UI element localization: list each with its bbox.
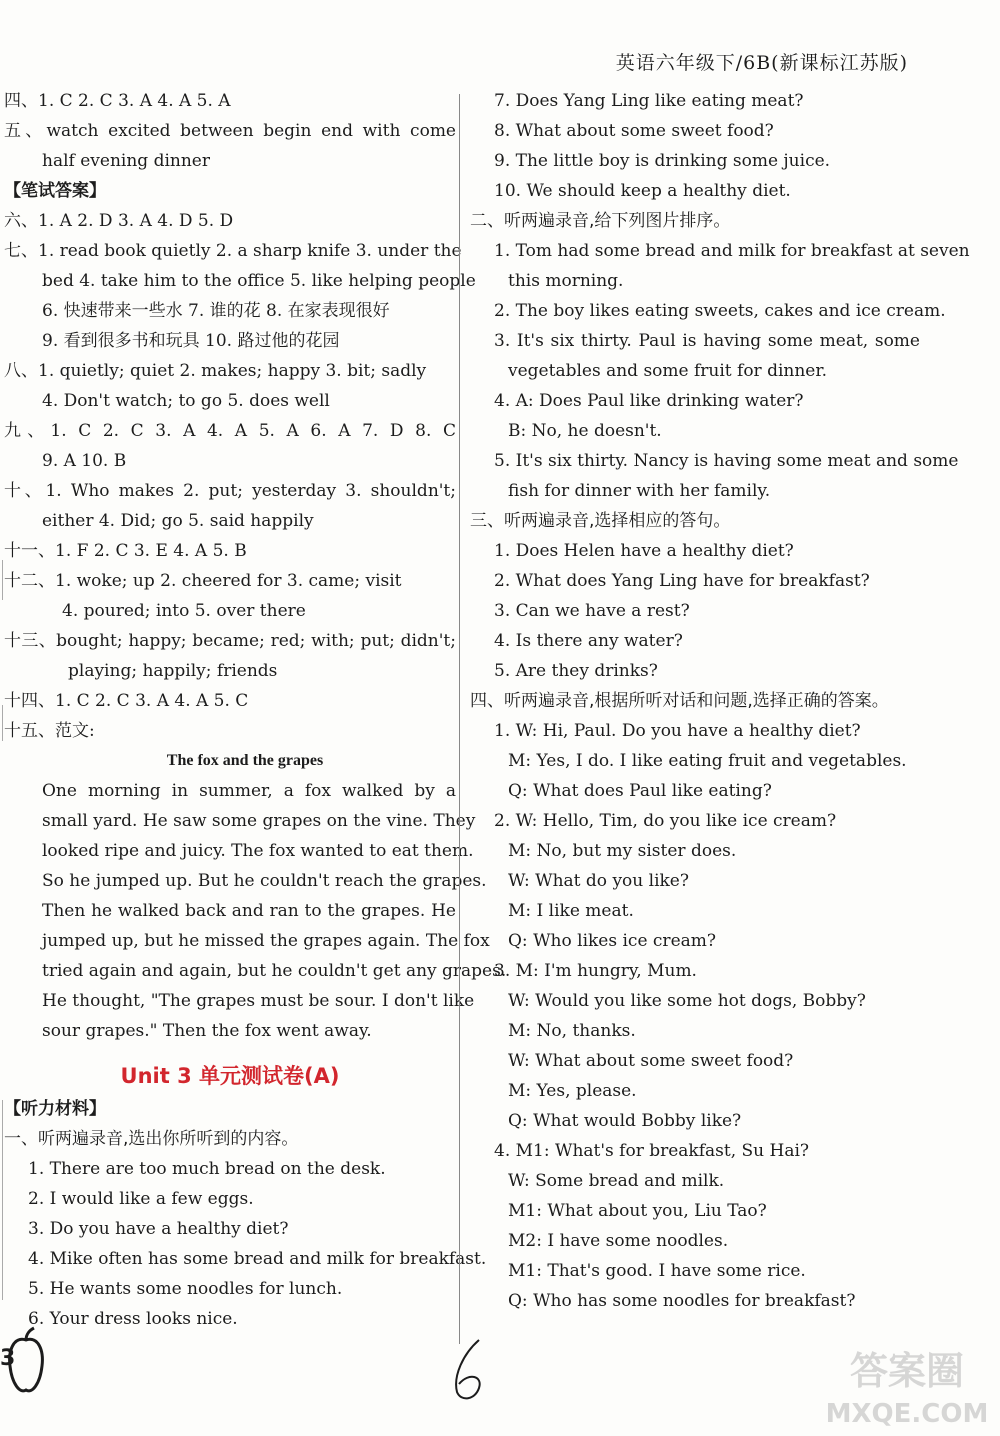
continued-line: 9. 看到很多书和玩具 10. 路过他的花园 (42, 331, 340, 351)
numbered-line: 5. Are they drinks? (494, 661, 658, 681)
left-column (4, 86, 507, 1334)
continued-line: So he jumped up. But he couldn't reach the grapes. (42, 871, 487, 891)
continued-line: small yard. He saw some grapes on the vine. They (42, 811, 476, 831)
continued-line: tried again and again, but he couldn't get any grapes. (42, 961, 507, 981)
continued-line: M1: What about you, Liu Tao? (508, 1201, 767, 1221)
continued-line: W: Would you like some hot dogs, Bobby? (508, 991, 866, 1011)
numbered-line: 3. Do you have a healthy diet? (28, 1219, 289, 1239)
continued-line: W: What do you like? (508, 871, 689, 891)
section-heading: 【笔试答案】 (4, 181, 106, 201)
numbered-line: 4. Is there any water? (494, 631, 683, 651)
numbered-line: 3. M: I'm hungry, Mum. (494, 961, 697, 981)
numbered-line: 8. What about some sweet food? (494, 121, 774, 141)
answer-line: 十四、1. C 2. C 3. A 4. A 5. C (4, 691, 249, 711)
continued-line: W: What about some sweet food? (508, 1051, 794, 1071)
answer-line: 四、1. C 2. C 3. A 4. A 5. A (4, 91, 231, 111)
question-instruction: 四、听两遍录音,根据所听对话和问题,选择正确的答案。 (470, 691, 889, 711)
numbered-line: 6. Your dress looks nice. (28, 1309, 238, 1329)
numbered-line: 2. What does Yang Ling have for breakfast? (494, 571, 870, 591)
numbered-line: 1. Does Helen have a healthy diet? (494, 541, 794, 561)
continued-line: Q: What does Paul like eating? (508, 781, 772, 801)
continued-line: sour grapes." Then the fox went away. (42, 1021, 372, 1041)
margin-rule (2, 560, 3, 600)
answer-line: 十五、范文: (4, 721, 95, 741)
continued-line: Then he walked back and ran to the grapes. He (42, 901, 456, 921)
continued-line: M: Yes, please. (508, 1081, 637, 1101)
margin-rule (2, 1100, 3, 1300)
continued-line: half evening dinner (42, 151, 210, 171)
section-heading: 【听力材料】 (4, 1099, 106, 1119)
numbered-line: 4. M1: What's for breakfast, Su Hai? (494, 1141, 810, 1161)
numbered-line: 2. W: Hello, Tim, do you like ice cream? (494, 811, 837, 831)
answer-line: 十、1. Who makes 2. put; yesterday 3. shouldn't; (4, 481, 456, 501)
answer-line: 七、1. read book quietly 2. a sharp knife 3. under the (4, 241, 462, 261)
numbered-line: 3. It's six thirty. Paul is having some meat, some (494, 331, 920, 351)
continued-line: M2: I have some noodles. (508, 1231, 729, 1251)
numbered-line: 5. He wants some noodles for lunch. (28, 1279, 343, 1299)
question-instruction: 三、听两遍录音,选择相应的答句。 (470, 511, 731, 531)
continued-line: vegetables and some fruit for dinner. (508, 361, 828, 381)
right-column (470, 86, 970, 1316)
continued-line: looked ripe and juicy. The fox wanted to eat them. (42, 841, 474, 861)
continued-line: fish for dinner with her family. (508, 481, 771, 501)
answer-line: 十二、1. woke; up 2. cheered for 3. came; visit (4, 571, 402, 591)
answer-line: 十三、bought; happy; became; red; with; put; didn't; (4, 631, 456, 651)
numbered-line: 1. There are too much bread on the desk. (28, 1159, 386, 1179)
continued-line: M: No, thanks. (508, 1021, 636, 1041)
column-divider (459, 94, 460, 1344)
continued-line: 4. poured; into 5. over there (62, 601, 306, 621)
numbered-line: 1. Tom had some bread and milk for breakfast at seven (494, 241, 970, 261)
numbered-line: 7. Does Yang Ling like eating meat? (494, 91, 804, 111)
answer-line: 九、1. C 2. C 3. A 4. A 5. A 6. A 7. D 8. C (4, 421, 456, 441)
continued-line: either 4. Did; go 5. said happily (42, 511, 314, 531)
continued-line: He thought, "The grapes must be sour. I don't like (42, 991, 475, 1011)
continued-line: this morning. (508, 271, 624, 291)
numbered-line: 3. Can we have a rest? (494, 601, 690, 621)
watermark-line1: 答案圈 (849, 1349, 965, 1393)
watermark-logo (822, 1340, 992, 1432)
numbered-line: 9. The little boy is drinking some juice. (494, 151, 831, 171)
continued-line: B: No, he doesn't. (508, 421, 662, 441)
watermark-line2: MXQE.COM (825, 1399, 989, 1429)
answer-line: 六、1. A 2. D 3. A 4. D 5. D (4, 211, 234, 231)
continued-line: M: No, but my sister does. (508, 841, 737, 861)
essay-title: The fox and the grapes (166, 752, 324, 769)
numbered-line: 1. W: Hi, Paul. Do you have a healthy diet? (494, 721, 861, 741)
continued-line: Q: Who likes ice cream? (508, 931, 716, 951)
question-instruction: 一、听两遍录音,选出你所听到的内容。 (4, 1129, 299, 1149)
continued-line: jumped up, but he missed the grapes again. The fox (42, 931, 490, 951)
continued-line: Q: What would Bobby like? (508, 1111, 742, 1131)
continued-line: M1: That's good. I have some rice. (508, 1261, 806, 1281)
continued-line: bed 4. take him to the office 5. like helping people (42, 271, 476, 291)
continued-line: One morning in summer, a fox walked by a (42, 781, 456, 801)
page-number: 3 (0, 1346, 16, 1371)
continued-line: 4. Don't watch; to go 5. does well (42, 391, 330, 411)
numbered-line: 4. Mike often has some bread and milk for breakfast. (28, 1249, 487, 1269)
numbered-line: 10. We should keep a healthy diet. (494, 181, 791, 201)
continued-line: W: Some bread and milk. (508, 1171, 725, 1191)
answer-line: 八、1. quietly; quiet 2. makes; happy 3. bit; sadly (4, 361, 427, 381)
margin-rule (2, 705, 3, 741)
continued-line: M: Yes, I do. I like eating fruit and vegetables. (508, 751, 907, 771)
continued-line: 6. 快速带来一些水 7. 谁的花 8. 在家表现很好 (42, 301, 390, 321)
answer-line: 十一、1. F 2. C 3. E 4. A 5. B (4, 541, 247, 561)
numbered-line: 5. It's six thirty. Nancy is having some meat and some (494, 451, 959, 471)
question-instruction: 二、听两遍录音,给下列图片排序。 (470, 211, 731, 231)
continued-line: 9. A 10. B (42, 451, 127, 471)
page-header: 英语六年级下/6B(新课标江苏版) (615, 52, 908, 74)
handwritten-mark (445, 1336, 495, 1406)
continued-line: playing; happily; friends (68, 661, 278, 681)
unit-title: Unit 3 单元测试卷(A) (120, 1064, 340, 1088)
numbered-line: 2. The boy likes eating sweets, cakes and ice cream. (494, 301, 946, 321)
continued-line: Q: Who has some noodles for breakfast? (508, 1291, 856, 1311)
numbered-line: 2. I would like a few eggs. (28, 1189, 254, 1209)
numbered-line: 4. A: Does Paul like drinking water? (494, 391, 804, 411)
answer-line: 五、watch excited between begin end with come (4, 121, 456, 141)
continued-line: M: I like meat. (508, 901, 634, 921)
